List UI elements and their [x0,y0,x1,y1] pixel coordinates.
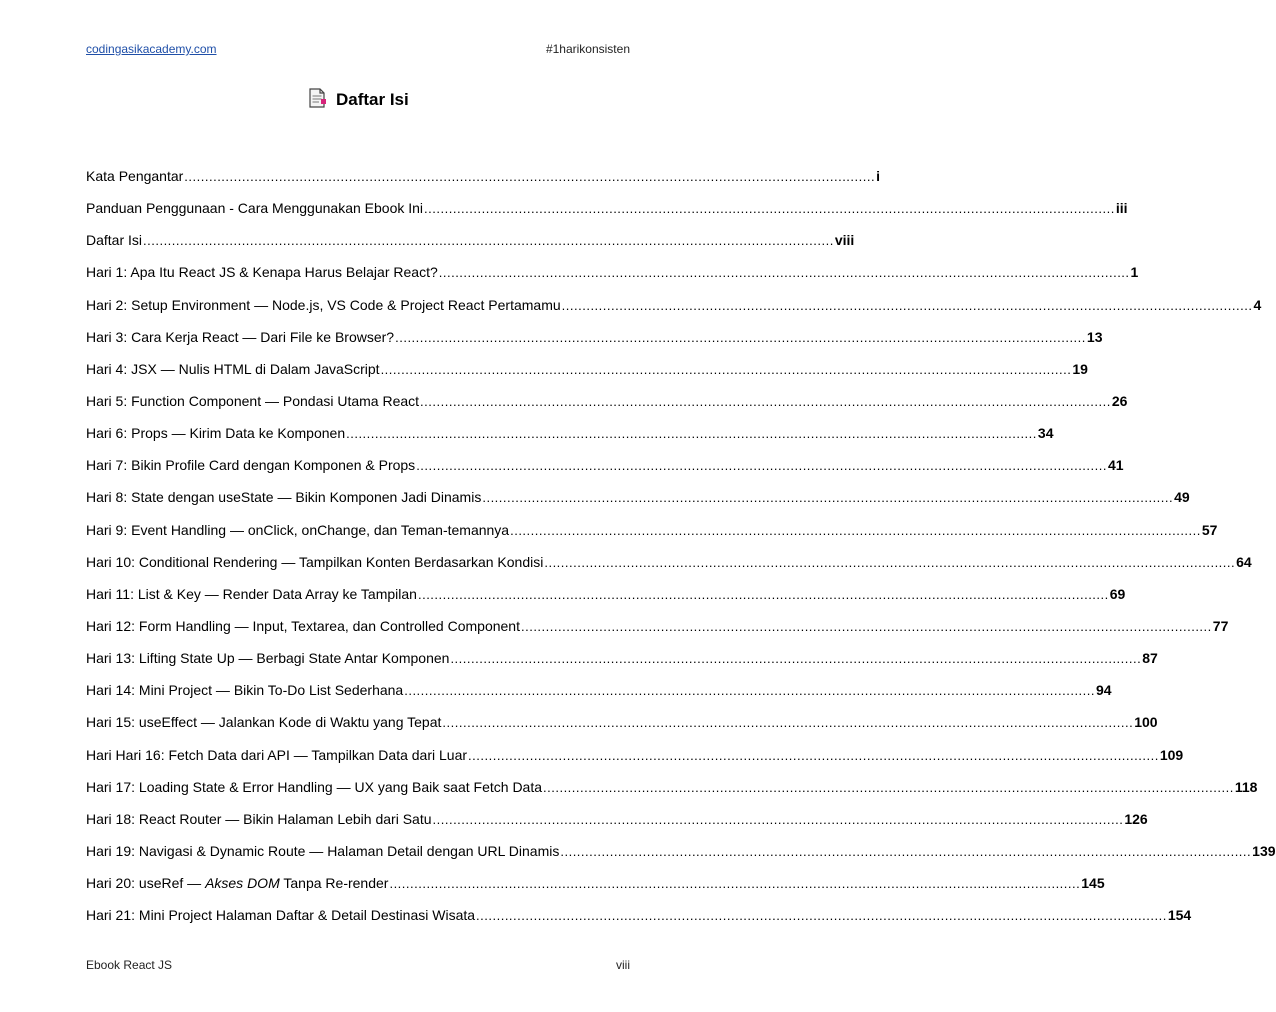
toc-entry-title: Hari 21: Mini Project Halaman Daftar & Detail Destinasi Wisata [86,907,476,924]
toc-page-number: 26 [1111,392,1128,409]
toc-entry[interactable] [86,328,1103,361]
toc-page-number: 154 [1167,907,1192,924]
toc-dot-leader [442,714,1133,730]
toc-entry-title-italic: Akses DOM [205,875,280,892]
toc-entry[interactable] [86,714,1158,746]
toc-page-number: 57 [1201,521,1218,538]
toc-entry[interactable] [86,360,1088,393]
document-icon [307,88,327,113]
toc-entry[interactable] [86,875,1105,907]
toc-page-number: 64 [1236,553,1252,570]
toc-dot-leader [395,329,1086,345]
toc-entry-title: Hari 3: Cara Kerja React — Dari File ke Browser? [86,328,395,345]
toc-entry[interactable] [86,392,1128,425]
toc-entry[interactable] [86,200,1128,232]
toc-dot-leader [543,779,1234,795]
toc-entry[interactable] [86,810,1148,843]
toc-page-number: 1 [1130,264,1139,281]
toc-entry-title: Hari 6: Props — Kirim Data ke Komponen [86,425,346,442]
toc-entry-title [86,875,388,891]
toc-page-number: 118 [1234,778,1258,795]
toc-page-number: i [876,168,880,184]
toc-dot-leader [416,457,1107,473]
toc-page-number: 77 [1212,617,1229,634]
site-link[interactable]: codingasikacademy.com [86,42,217,56]
toc-entry-title: Hari 14: Mini Project — Bikin To-Do List Sederhana [86,682,404,699]
toc-entry-title: Hari 18: React Router — Bikin Halaman Lebih dari Satu [86,810,432,827]
toc-entry-title: Hari 2: Setup Environment — Node.js, VS Code & Project React Pertamamu [86,296,561,313]
toc-entry[interactable] [86,457,1124,489]
toc-entry[interactable] [86,521,1218,554]
toc-page-number: 94 [1096,682,1112,699]
toc-page-number: 13 [1086,328,1103,345]
toc-entry-title: Hari 1: Apa Itu React JS & Kenapa Harus Belajar React? [86,264,438,281]
toc-dot-leader [184,168,875,184]
toc-entry[interactable] [86,682,1112,714]
toc-dot-leader [439,264,1130,280]
toc-page-number: 109 [1159,746,1184,763]
toc-entry-title: Hari 4: JSX — Nulis HTML di Dalam JavaScript [86,360,380,377]
toc-entry[interactable] [86,617,1229,650]
toc-dot-leader [424,200,1115,216]
toc-dot-leader [389,875,1080,891]
toc-dot-leader [482,489,1173,505]
toc-entry[interactable] [86,232,855,264]
toc-entry-title: Hari 11: List & Key — Render Data Array ke Tampilan [86,585,417,602]
toc-page-number: 34 [1037,425,1054,442]
toc-entry-title: Daftar Isi [86,232,143,249]
toc-entry-title: Hari 12: Form Handling — Input, Textarea, dan Controlled Component [86,617,520,634]
toc-entry-title: Hari Hari 16: Fetch Data dari API — Tampilkan Data dari Luar [86,746,468,763]
toc-page-number: 139 [1252,842,1276,859]
toc-entry[interactable] [86,425,1054,457]
toc-dot-leader [433,811,1124,827]
toc-entry[interactable] [86,489,1190,521]
toc-dot-leader [420,393,1111,409]
toc-entry[interactable] [86,746,1184,779]
toc-page-number: iii [1115,200,1128,217]
table-of-contents [86,168,1276,939]
toc-entry-title: Hari 9: Event Handling — onClick, onChange, dan Teman-temannya [86,521,510,538]
toc-page-number: 100 [1134,714,1158,731]
toc-page-number: 145 [1081,875,1105,892]
toc-page-number: viii [834,232,855,249]
toc-entry[interactable] [86,264,1139,296]
footer-book-title: Ebook React JS [86,958,173,972]
toc-dot-leader [143,232,834,248]
toc-dot-leader [544,554,1235,570]
toc-dot-leader [381,361,1072,377]
toc-entry-title: Hari 10: Conditional Rendering — Tampilkan Konten Berdasarkan Kondisi [86,553,544,570]
toc-entry-title: Hari 13: Lifting State Up — Berbagi State Antar Komponen [86,650,450,667]
toc-dot-leader [346,425,1037,441]
toc-entry[interactable] [86,778,1258,811]
toc-entry-title: Kata Pengantar [86,168,184,184]
toc-entry[interactable] [86,168,880,200]
toc-dot-leader [510,522,1201,538]
toc-entry[interactable] [86,553,1252,586]
toc-dot-leader [468,747,1159,763]
toc-page-number: 87 [1142,650,1158,667]
toc-entry-title-suffix: Tanpa Re-render [279,875,389,892]
toc-entry[interactable] [86,907,1192,939]
toc-dot-leader [476,907,1167,923]
toc-page-number: 4 [1253,296,1262,313]
toc-entry-title: Hari 15: useEffect — Jalankan Kode di Waktu yang Tepat [86,714,442,731]
toc-entry-title: Hari 7: Bikin Profile Card dengan Komponen & Props [86,457,416,474]
toc-page-number: 41 [1107,457,1124,474]
toc-dot-leader [418,586,1109,602]
toc-page-number: 69 [1109,585,1126,602]
page-title [0,88,716,113]
toc-entry-title: Panduan Penggunaan - Cara Menggunakan Ebook Ini [86,200,424,217]
toc-dot-leader [521,618,1212,634]
toc-entry[interactable] [86,296,1262,329]
toc-entry-title-prefix: Hari 20: useRef — [86,875,206,892]
page-title-text: Daftar Isi [335,90,409,109]
toc-page-number: 49 [1174,489,1190,506]
toc-dot-leader [404,682,1095,698]
toc-entry-title: Hari 19: Navigasi & Dynamic Route — Halaman Detail dengan URL Dinamis [86,842,560,859]
toc-page-number: 19 [1072,360,1088,377]
toc-dot-leader [560,843,1251,859]
toc-entry[interactable] [86,842,1276,875]
toc-entry-title: Hari 17: Loading State & Error Handling — UX yang Baik saat Fetch Data [86,778,543,795]
toc-entry-title: Hari 5: Function Component — Pondasi Utama React [86,392,420,409]
header-hashtag: #1harikonsisten [545,42,630,56]
toc-entry[interactable] [86,585,1126,618]
toc-dot-leader [450,650,1141,666]
toc-entry[interactable] [86,650,1158,682]
toc-entry-title: Hari 8: State dengan useState — Bikin Komponen Jadi Dinamis [86,489,482,506]
footer-page-number: viii [616,958,630,972]
toc-dot-leader [562,297,1253,313]
toc-page-number: 126 [1124,810,1148,827]
